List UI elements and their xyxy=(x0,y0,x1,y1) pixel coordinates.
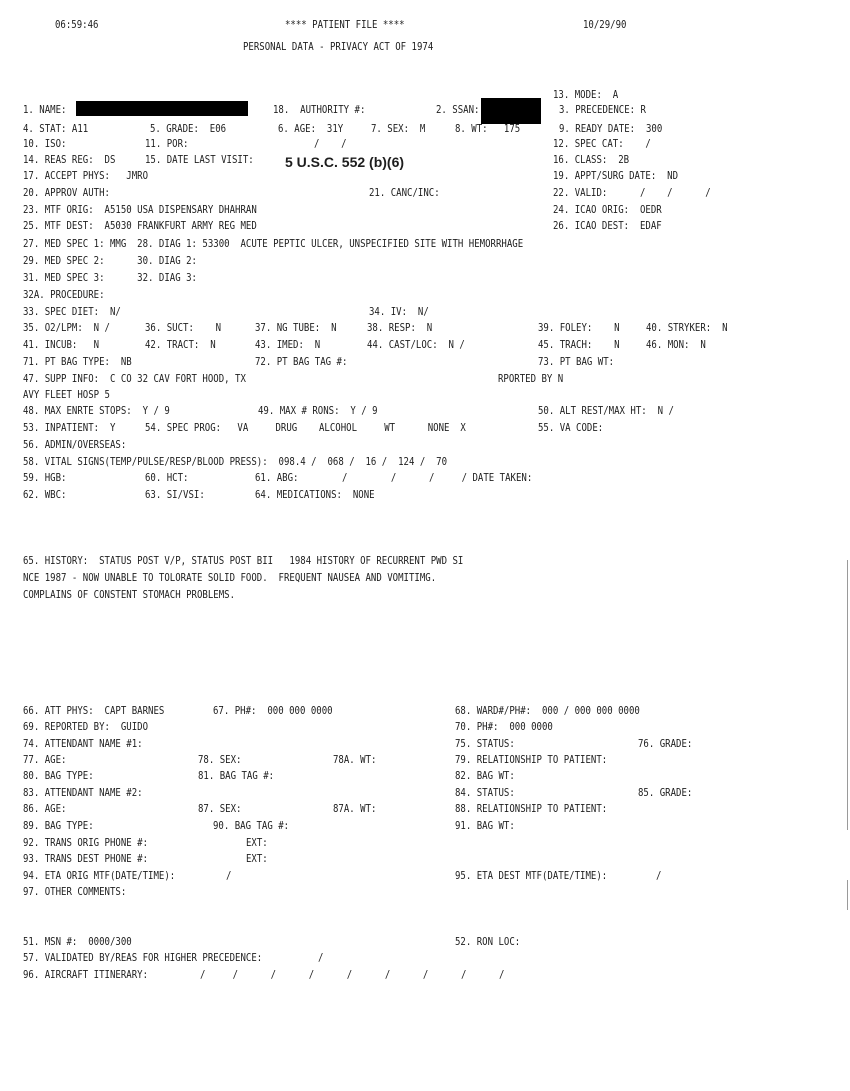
field-11-por-value: / / xyxy=(314,138,347,150)
name-redaction xyxy=(76,101,248,116)
field-80-bag-type: 80. BAG TYPE: xyxy=(23,770,94,782)
field-21-canc-inc: 21. CANC/INC: xyxy=(369,187,440,199)
field-50-alt-rest: 50. ALT REST/MAX HT: N / xyxy=(538,405,674,417)
field-41-incub: 41. INCUB: N xyxy=(23,339,100,351)
field-73-pt-bag-wt: 73. PT BAG WT: xyxy=(538,356,615,368)
field-89-bag-type: 89. BAG TYPE: xyxy=(23,820,94,832)
field-61-abg: 61. ABG: / / / / DATE TAKEN: xyxy=(255,472,533,484)
field-37-ng-tube: 37. NG TUBE: N xyxy=(255,322,337,334)
field-1-name: 1. NAME: xyxy=(23,104,67,116)
scan-edge-line xyxy=(847,880,848,910)
field-53-inpatient: 53. INPATIENT: Y xyxy=(23,422,116,434)
field-32a-procedure: 32A. PROCEDURE: xyxy=(23,289,105,301)
field-94-eta-orig: 94. ETA ORIG MTF(DATE/TIME): xyxy=(23,870,176,882)
field-66-att-phys: 66. ATT PHYS: CAPT BARNES xyxy=(23,705,165,717)
field-44-cast-loc: 44. CAST/LOC: N / xyxy=(367,339,465,351)
field-39-foley: 39. FOLEY: N xyxy=(538,322,620,334)
field-47-supp-info-line2: AVY FLEET HOSP 5 xyxy=(23,389,110,401)
field-65-history-line2: NCE 1987 - NOW UNABLE TO TOLORATE SOLID FOOD. FREQUENT NAUSEA AND VOMITIMG. xyxy=(23,572,437,584)
field-60-hct: 60. HCT: xyxy=(145,472,189,484)
field-20-approv-auth: 20. APPROV AUTH: xyxy=(23,187,110,199)
field-90-bag-tag: 90. BAG TAG #: xyxy=(213,820,290,832)
field-49-max-rons: 49. MAX # RONS: Y / 9 xyxy=(258,405,378,417)
field-78a-wt: 78A. WT: xyxy=(333,754,377,766)
field-52-ron-loc: 52. RON LOC: xyxy=(455,936,521,948)
field-63-si-vsi: 63. SI/VSI: xyxy=(145,489,205,501)
field-65-history-line3: COMPLAINS OF CONSTENT STOMACH PROBLEMS. xyxy=(23,589,236,601)
field-10-iso: 10. ISO: xyxy=(23,138,67,150)
field-45-trach: 45. TRACH: N xyxy=(538,339,620,351)
field-78-sex: 78. SEX: xyxy=(198,754,242,766)
field-48-max-enrte-stops: 48. MAX ENRTE STOPS: Y / 9 xyxy=(23,405,170,417)
field-36-suct: 36. SUCT: N xyxy=(145,322,222,334)
field-47-supp-info: 47. SUPP INFO: C CO 32 CAV FORT HOOD, TX xyxy=(23,373,246,385)
print-date: 10/29/90 xyxy=(583,19,627,31)
field-67-phone: 67. PH#: 000 000 0000 xyxy=(213,705,333,717)
field-92-ext: EXT: xyxy=(246,837,268,849)
field-59-hgb: 59. HGB: xyxy=(23,472,67,484)
field-26-icao-dest: 26. ICAO DEST: EDAF xyxy=(553,220,662,232)
field-8-weight: 8. WT: 175 xyxy=(455,123,521,135)
field-68-ward-phone: 68. WARD#/PH#: 000 / 000 000 0000 xyxy=(455,705,640,717)
field-64-medications: 64. MEDICATIONS: NONE xyxy=(255,489,375,501)
field-33-spec-diet: 33. SPEC DIET: N/ xyxy=(23,306,121,318)
field-56-admin-overseas: 56. ADMIN/OVERSEAS: xyxy=(23,439,127,451)
field-87a-wt: 87A. WT: xyxy=(333,803,377,815)
field-7-sex: 7. SEX: M xyxy=(371,123,426,135)
field-38-resp: 38. RESP: N xyxy=(367,322,433,334)
field-46-mon: 46. MON: N xyxy=(646,339,706,351)
field-85-grade: 85. GRADE: xyxy=(638,787,693,799)
field-23-mtf-orig: 23. MTF ORIG: A5150 USA DISPENSARY DHAHRAN xyxy=(23,204,257,216)
field-87-sex: 87. SEX: xyxy=(198,803,242,815)
field-42-tract: 42. TRACT: N xyxy=(145,339,216,351)
field-62-wbc: 62. WBC: xyxy=(23,489,67,501)
ssan-redaction xyxy=(481,98,541,124)
field-34-iv: 34. IV: N/ xyxy=(369,306,429,318)
field-40-stryker: 40. STRYKER: N xyxy=(646,322,728,334)
field-54-spec-prog: 54. SPEC PROG: VA DRUG ALCOHOL WT NONE X xyxy=(145,422,466,434)
field-51-msn: 51. MSN #: 0000/300 xyxy=(23,936,132,948)
field-4-stat: 4. STAT: A11 xyxy=(23,123,89,135)
field-88-relationship: 88. RELATIONSHIP TO PATIENT: xyxy=(455,803,608,815)
field-84-status: 84. STATUS: xyxy=(455,787,515,799)
field-96-itinerary-values: / / / / / / / / / xyxy=(200,969,505,981)
field-83-attendant-2: 83. ATTENDANT NAME #2: xyxy=(23,787,143,799)
field-77-age: 77. AGE: xyxy=(23,754,67,766)
field-75-status: 75. STATUS: xyxy=(455,738,515,750)
field-72-pt-bag-tag: 72. PT BAG TAG #: xyxy=(255,356,348,368)
field-93-trans-dest-phone: 93. TRANS DEST PHONE #: xyxy=(23,853,149,865)
field-2-ssan: 2. SSAN: xyxy=(436,104,480,116)
field-71-pt-bag-type: 71. PT BAG TYPE: NB xyxy=(23,356,132,368)
field-6-age: 6. AGE: 31Y xyxy=(278,123,344,135)
field-15-date-last-visit: 15. DATE LAST VISIT: xyxy=(145,154,254,166)
field-5-grade: 5. GRADE: E06 xyxy=(150,123,227,135)
field-74-attendant-1: 74. ATTENDANT NAME #1: xyxy=(23,738,143,750)
field-76-grade: 76. GRADE: xyxy=(638,738,693,750)
field-70-phone: 70. PH#: 000 0000 xyxy=(455,721,553,733)
field-57-value: / xyxy=(318,952,324,964)
field-47-supp-info-cont: RPORTED BY N xyxy=(498,373,564,385)
document-subtitle: PERSONAL DATA - PRIVACY ACT OF 1974 xyxy=(243,41,434,53)
field-95-eta-dest-value: / xyxy=(656,870,662,882)
field-29-med-spec-2: 29. MED SPEC 2: 30. DIAG 2: xyxy=(23,255,197,267)
field-57-validated-by: 57. VALIDATED BY/REAS FOR HIGHER PRECEDENCE: xyxy=(23,952,263,964)
scan-edge-line xyxy=(847,560,848,830)
field-11-por: 11. POR: xyxy=(145,138,189,150)
field-55-va-code: 55. VA CODE: xyxy=(538,422,604,434)
field-69-reported-by: 69. REPORTED BY: GUIDO xyxy=(23,721,149,733)
field-9-ready-date: 9. READY DATE: 300 xyxy=(559,123,663,135)
field-65-history-line1: 65. HISTORY: STATUS POST V/P, STATUS POST BII 1984 HISTORY OF RECURRENT PWD SI xyxy=(23,555,464,567)
field-43-imed: 43. IMED: N xyxy=(255,339,321,351)
field-17-accept-phys: 17. ACCEPT PHYS: JMRO xyxy=(23,170,149,182)
field-14-reas-reg: 14. REAS REG: DS xyxy=(23,154,116,166)
field-31-med-spec-3: 31. MED SPEC 3: 32. DIAG 3: xyxy=(23,272,197,284)
field-19-appt-surg-date: 19. APPT/SURG DATE: ND xyxy=(553,170,679,182)
field-79-relationship: 79. RELATIONSHIP TO PATIENT: xyxy=(455,754,608,766)
field-81-bag-tag: 81. BAG TAG #: xyxy=(198,770,275,782)
field-86-age: 86. AGE: xyxy=(23,803,67,815)
print-time: 06:59:46 xyxy=(55,19,99,31)
field-27-med-spec-1: 27. MED SPEC 1: MMG 28. DIAG 1: 53300 ACUTE PEPTIC ULCER, UNSPECIFIED SITE WITH HEMORRHAGE xyxy=(23,238,524,250)
field-3-precedence: 3. PRECEDENCE: R xyxy=(559,104,646,116)
field-35-o2-lpm: 35. O2/LPM: N / xyxy=(23,322,110,334)
field-24-icao-orig: 24. ICAO ORIG: OEDR xyxy=(553,204,662,216)
field-91-bag-wt: 91. BAG WT: xyxy=(455,820,515,832)
field-13-mode: 13. MODE: A xyxy=(553,89,619,101)
field-18-authority: 18. AUTHORITY #: xyxy=(273,104,366,116)
field-92-trans-orig-phone: 92. TRANS ORIG PHONE #: xyxy=(23,837,149,849)
field-22-valid: 22. VALID: / / / xyxy=(553,187,711,199)
foia-exemption-stamp: 5 U.S.C. 552 (b)(6) xyxy=(285,154,405,170)
field-58-vital-signs: 58. VITAL SIGNS(TEMP/PULSE/RESP/BLOOD PRESS): 098.4 / 068 / 16 / 124 / 70 xyxy=(23,456,448,468)
field-96-aircraft-itinerary: 96. AIRCRAFT ITINERARY: xyxy=(23,969,149,981)
field-95-eta-dest: 95. ETA DEST MTF(DATE/TIME): xyxy=(455,870,608,882)
document-title: **** PATIENT FILE **** xyxy=(285,19,405,31)
field-25-mtf-dest: 25. MTF DEST: A5030 FRANKFURT ARMY REG MED xyxy=(23,220,257,232)
field-12-spec-cat: 12. SPEC CAT: / xyxy=(553,138,651,150)
field-94-eta-orig-value: / xyxy=(226,870,232,882)
field-16-class: 16. CLASS: 2B xyxy=(553,154,630,166)
field-97-other-comments: 97. OTHER COMMENTS: xyxy=(23,886,127,898)
field-82-bag-wt: 82. BAG WT: xyxy=(455,770,515,782)
field-93-ext: EXT: xyxy=(246,853,268,865)
